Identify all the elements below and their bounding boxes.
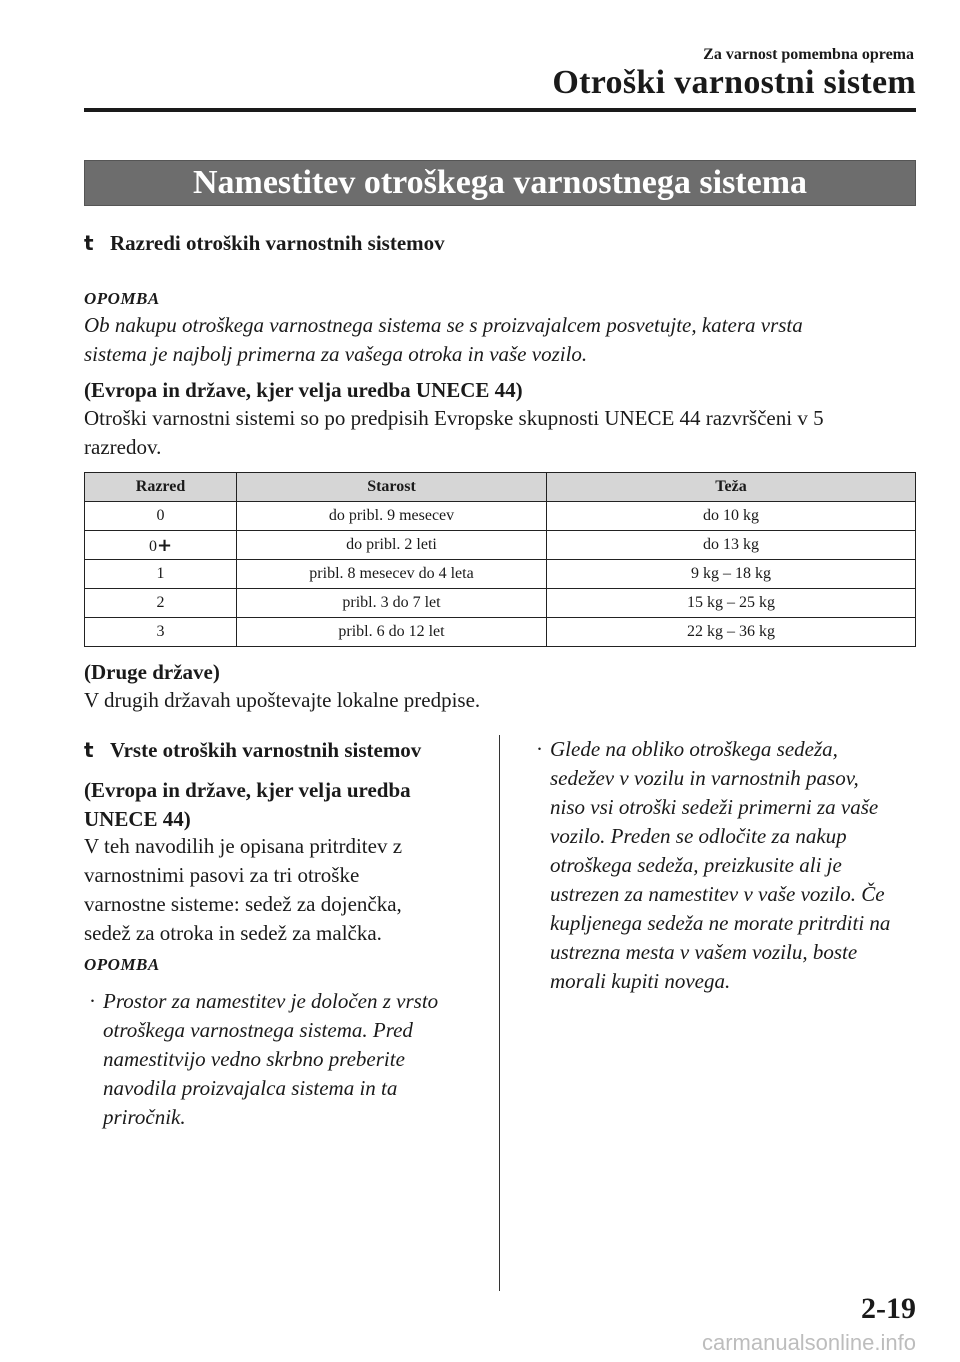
page-number: 2-19: [861, 1292, 916, 1325]
classes-heading: [84, 231, 445, 256]
bullet-line: Prostor za namestitev je določen z vrsto: [103, 989, 439, 1013]
bullet-line: ustrezen za namestitev v vaše vozilo. Če: [550, 882, 885, 906]
note-label: OPOMBA: [84, 955, 160, 974]
bullet-line: kupljenega sedeža ne morate pritrditi na: [550, 911, 891, 935]
bullet-line: otroškega sedeža, preizkusite ali je: [550, 853, 842, 877]
subheading-line: (Evropa in države, kjer velja uredba: [84, 778, 411, 802]
table-row: [85, 618, 916, 647]
col-header-weight: Teža: [547, 473, 916, 502]
table-cell: do 13 kg: [547, 531, 916, 560]
subheading-line: UNECE 44): [84, 807, 191, 831]
plus-icon: +: [156, 534, 173, 556]
bullet-line: otroškega varnostnega sistema. Pred: [103, 1018, 413, 1042]
watermark: carmanualsonline.info: [701, 1330, 916, 1355]
col-header-age: Starost: [237, 473, 547, 502]
bullet-line: sedežev v vozilu in varnostnih pasov,: [550, 766, 859, 790]
bullet-line: namestitvijo vedno skrbno preberite: [103, 1047, 405, 1071]
table-cell: do 10 kg: [547, 502, 916, 531]
table-cell: 1: [85, 560, 237, 589]
note-text: [84, 311, 803, 369]
text-line: varnostnimi pasovi za tri otroške: [84, 863, 360, 887]
other-countries-text: V drugih državah upoštevajte lokalne predpise.: [84, 688, 481, 712]
table-cell: pribl. 8 mesecev do 4 leta: [237, 560, 547, 589]
table-cell: pribl. 3 do 7 let: [237, 589, 547, 618]
note-line: Ob nakupu otroškega varnostnega sistema se s proizvajalcem posvetujte, katera vrsta: [84, 313, 803, 337]
bullet-line: ustrezna mesta v vašem vozilu, boste: [550, 940, 858, 964]
table-row: [85, 502, 916, 531]
table-cell: 22 kg – 36 kg: [547, 618, 916, 647]
note-label: OPOMBA: [84, 289, 160, 308]
col-header-class: Razred: [85, 473, 237, 502]
text-line: razredov.: [84, 435, 162, 459]
bullet-line: vozilo. Preden se odločite za nakup: [550, 824, 847, 848]
bullet-line: Glede na obliko otroškega sedeža,: [550, 737, 838, 761]
table-cell: pribl. 6 do 12 let: [237, 618, 547, 647]
types-text: [84, 832, 402, 948]
bullet-line: morali kupiti novega.: [550, 969, 731, 993]
table-cell: 15 kg – 25 kg: [547, 589, 916, 618]
header-rule: [84, 108, 916, 112]
types-heading-text: Vrste otroških varnostnih sistemov: [110, 738, 422, 762]
note-line: sistema je najbolj primerna za vašega otroka in vaše vozilo.: [84, 342, 588, 366]
bullet-icon: ·: [89, 989, 96, 1013]
column-divider: [499, 735, 500, 1291]
table-row: [85, 589, 916, 618]
europe-text: [84, 404, 824, 462]
bullet-line: niso vsi otroški sedeži primerni za vaše: [550, 795, 879, 819]
types-subheading: [84, 776, 411, 834]
bullet-line: navodila proizvajalca sistema in ta: [103, 1076, 398, 1100]
text-line: Otroški varnostni sistemi so po predpisih Evropske skupnosti UNECE 44 razvrščeni v 5: [84, 406, 824, 430]
section-category: Za varnost pomembna oprema: [703, 46, 914, 63]
bullet-line: priročnik.: [103, 1105, 186, 1129]
table-cell: 0: [85, 502, 237, 531]
europe-subheading: (Evropa in države, kjer velja uredba UNECE 44): [84, 378, 523, 402]
other-countries-heading: (Druge države): [84, 660, 220, 684]
text-line: sedež za otroka in sedež za malčka.: [84, 921, 382, 945]
table-header-row: [85, 473, 916, 502]
table-cell: 2: [85, 589, 237, 618]
table-cell: 3: [85, 618, 237, 647]
classes-table: [84, 472, 916, 647]
section-banner: Namestitev otroškega varnostnega sistema: [84, 160, 916, 206]
chapter-title: Otroški varnostni sistem: [552, 64, 916, 101]
bullet-icon: ·: [536, 737, 543, 761]
table-row: [85, 560, 916, 589]
table-row: [85, 531, 916, 560]
table-cell: [85, 531, 237, 560]
table-cell: do pribl. 9 mesecev: [237, 502, 547, 531]
types-heading: [84, 738, 421, 763]
text-line: V teh navodilih je opisana pritrditev z: [84, 834, 403, 858]
section-marker-icon: t: [84, 738, 94, 762]
note-bullet: [89, 987, 439, 1132]
text-line: varnostne sisteme: sedež za dojenčka,: [84, 892, 402, 916]
section-marker-icon: t: [84, 231, 94, 255]
table-cell: 9 kg – 18 kg: [547, 560, 916, 589]
class-value: 0: [148, 537, 157, 555]
classes-heading-text: Razredi otroških varnostnih sistemov: [110, 231, 445, 255]
table-cell: do pribl. 2 leti: [237, 531, 547, 560]
note-bullet: [536, 735, 891, 996]
